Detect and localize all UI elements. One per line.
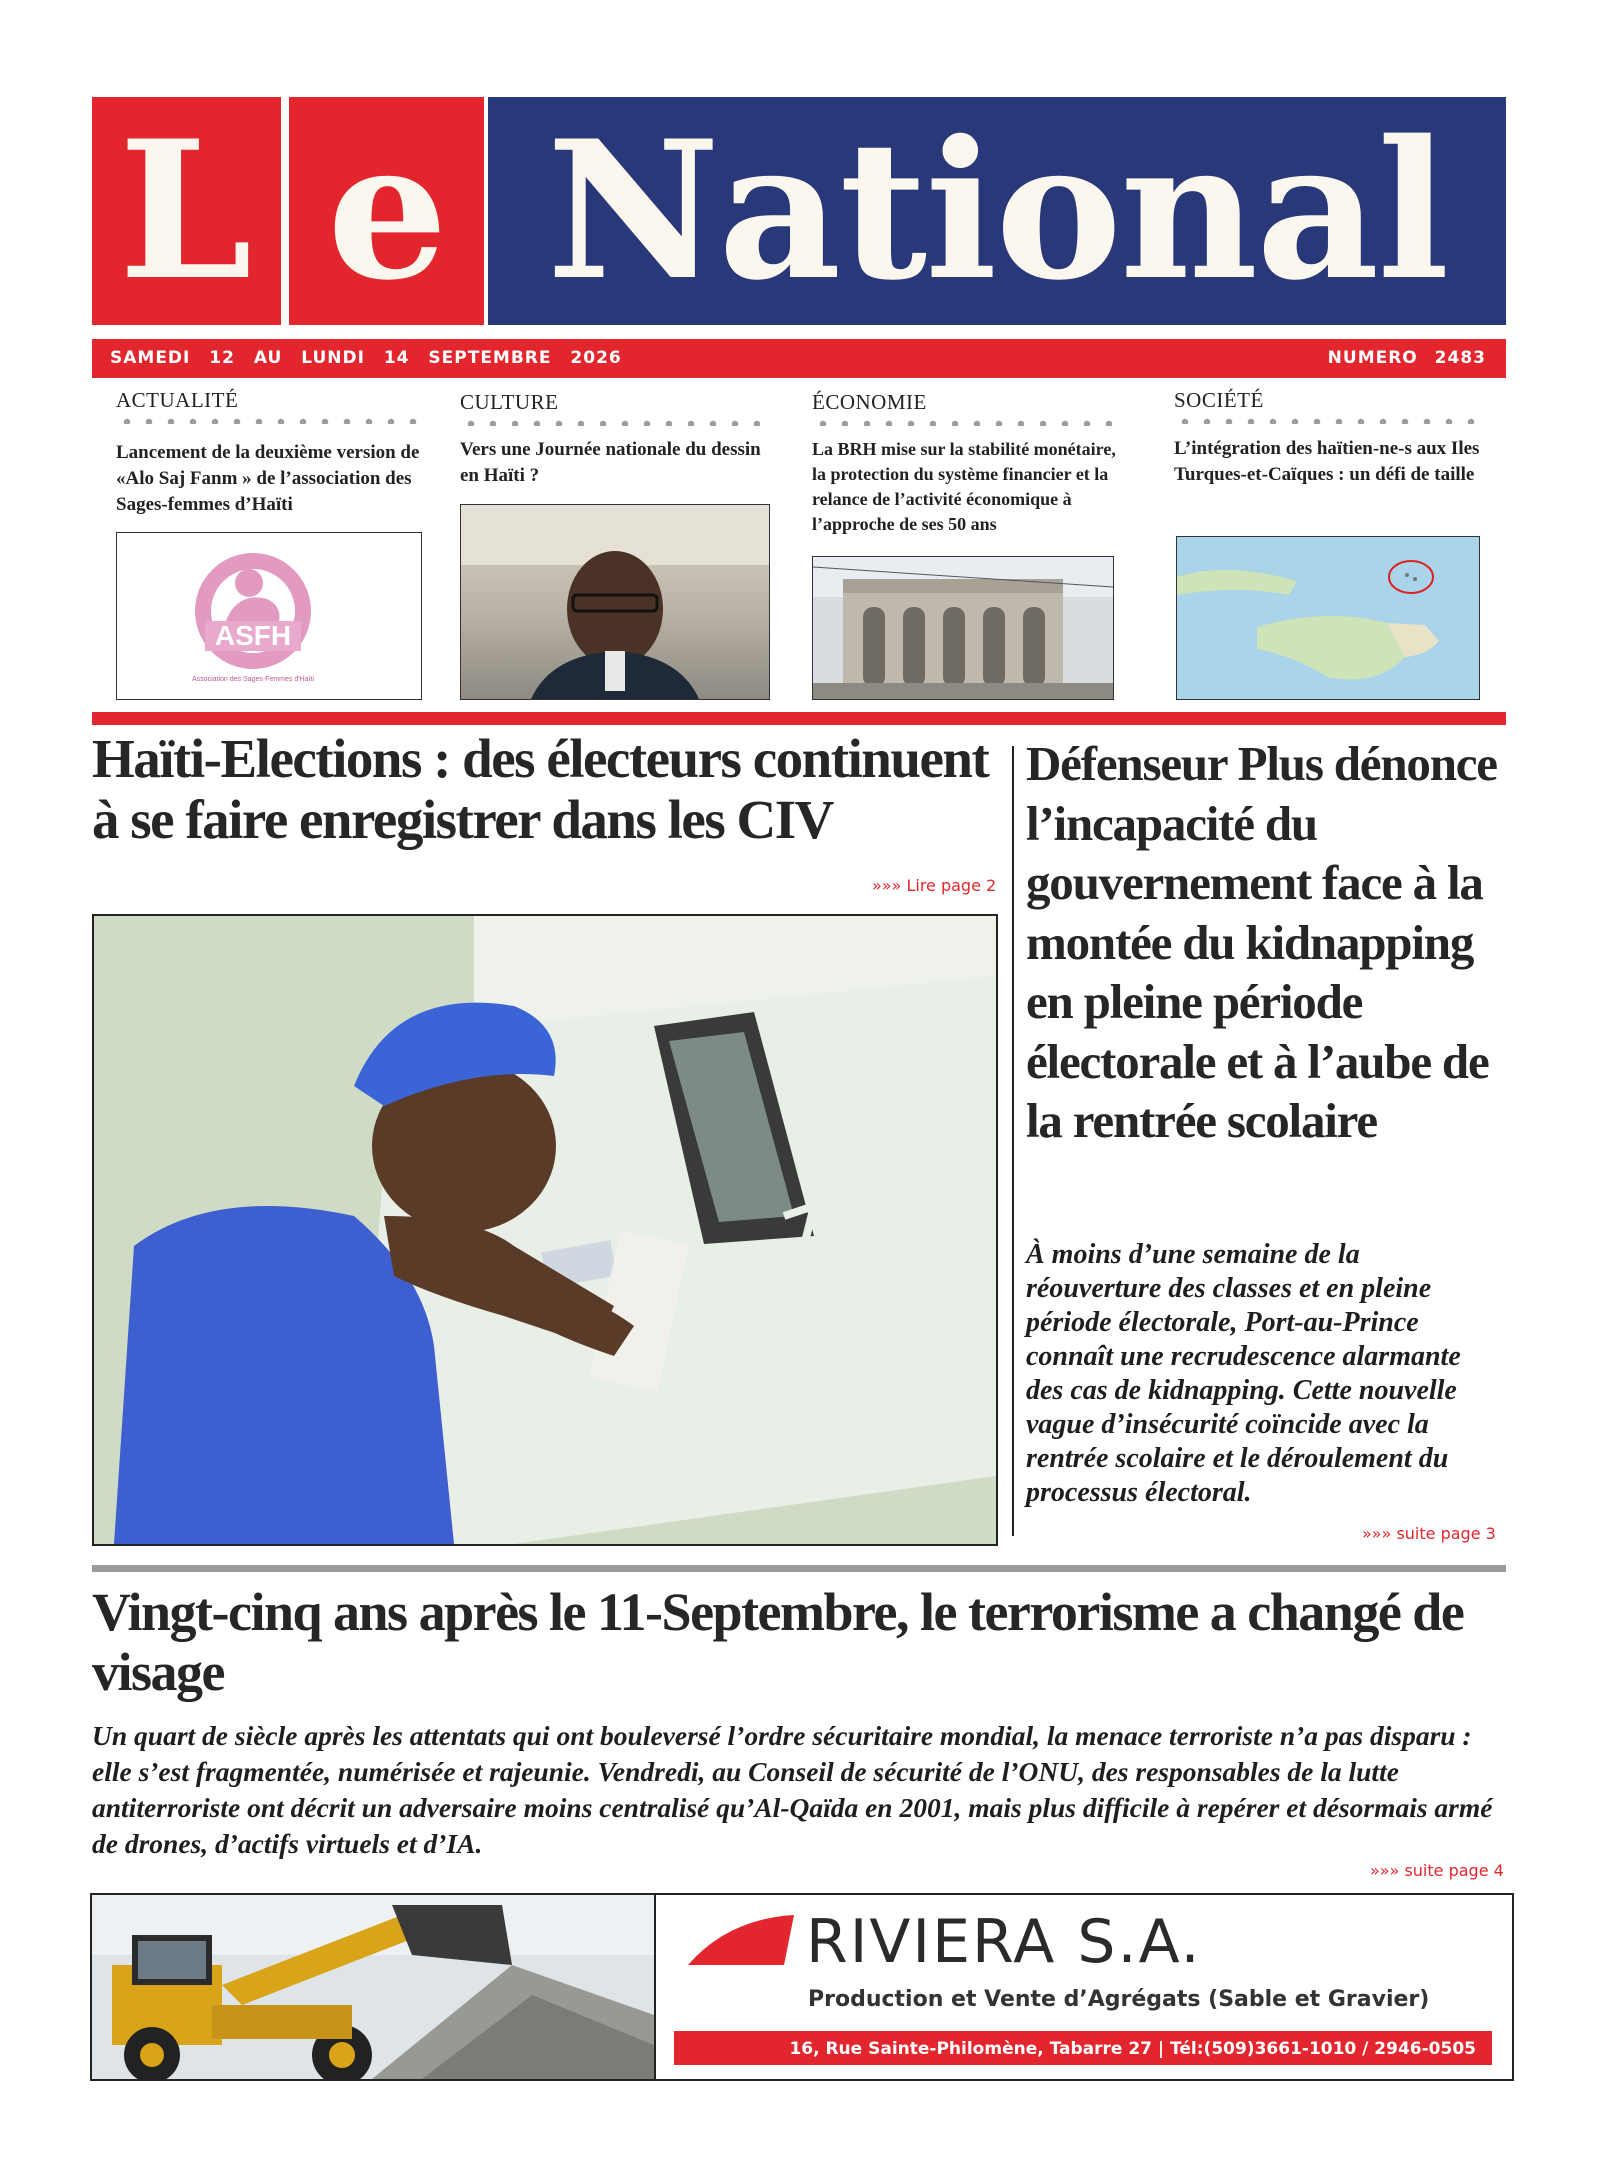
main-read-more-link[interactable]: »»» Lire page 2: [872, 876, 997, 895]
building-photo: [813, 557, 1113, 699]
section-title-societe[interactable]: SOCIÉTÉ: [1174, 388, 1264, 412]
masthead-letter-l: L: [118, 99, 253, 322]
dotted-rule: [116, 418, 426, 424]
riviera-logo-icon: [688, 1915, 798, 1967]
masthead-title: National: [546, 99, 1448, 322]
portrait-photo: [461, 505, 769, 699]
bottom-lede: Un quart de siècle après les attentats qui ont bouleversé l’ordre sécuritaire mondial, la menace terroriste n’a pas disparu : elle s’est fragmentée, numérisée et rajeunie. Vendredi, au Conseil de sécurité de l’ONU, des responsables de la lutte antiterroriste ont décrit un adversaire moins centralisé qu’Al-Qaïda en 2001, mais plus difficile à repérer et désormais armé de drones, d’actifs virtuels et d’IA.: [92, 1720, 1493, 1859]
side-headline[interactable]: Défenseur Plus dénonce l’incapacité du gouvernement face à la montée du kidnapping en pleine période électorale et à l’aube de la rentrée scolaire: [1026, 736, 1497, 1148]
dotted-rule: [1174, 418, 1484, 424]
dotted-rule: [812, 420, 1122, 426]
ad-contact-band: [674, 2031, 1492, 2065]
ad-loader-photo: [92, 1895, 654, 2079]
main-headline[interactable]: Haïti-Elections : des électeurs continuent à se faire enregistrer dans les CIV: [92, 728, 989, 850]
teaser-image-actualite[interactable]: [116, 532, 422, 700]
section-title-culture[interactable]: CULTURE: [460, 390, 559, 414]
main-photo[interactable]: [92, 914, 998, 1546]
bottom-read-more-link[interactable]: »»» suite page 4: [1370, 1861, 1504, 1880]
issue-number: NUMERO 2483: [1327, 348, 1486, 368]
teaser-culture[interactable]: Vers une Journée nationale du dessin en Haïti ?: [460, 439, 761, 486]
date-band: [92, 339, 1506, 378]
advertisement-riviera[interactable]: [90, 1893, 1514, 2081]
side-read-more-link[interactable]: »»» suite page 3: [1362, 1524, 1496, 1543]
ad-tagline: Production et Vente d’Agrégats (Sable et Gravier): [808, 1987, 1430, 2012]
column-rule: [1012, 746, 1014, 1536]
ad-divider: [654, 1895, 656, 2079]
voter-registration-photo: [94, 916, 996, 1544]
teaser-societe[interactable]: L’intégration des haïtien-ne-s aux Iles Turques-et-Caïques : un défi de taille: [1174, 438, 1480, 485]
section-divider-grey: [92, 1565, 1506, 1572]
section-divider: [92, 712, 1506, 725]
masthead-letter-e: e: [327, 99, 448, 322]
caribbean-map: [1177, 537, 1479, 699]
teaser-image-culture[interactable]: [460, 504, 770, 700]
side-lede: À moins d’une semaine de la réouverture des classes et en pleine période électorale, Port-au-Prince connaît une recrudescence alarmante des cas de kidnapping. Cette nouvelle vague d’insécurité coïncide avec la rentrée scolaire et le déroulement du processus électoral.: [1026, 1239, 1461, 1508]
teaser-image-societe[interactable]: [1176, 536, 1480, 700]
masthead-separator: [281, 97, 289, 325]
ad-company-name: RIVIERA S.A.: [806, 1907, 1202, 1977]
section-title-economie[interactable]: ÉCONOMIE: [812, 390, 927, 414]
teaser-image-economie[interactable]: [812, 556, 1114, 700]
teaser-economie[interactable]: La BRH mise sur la stabilité monétaire, la protection du système financier et la relance de l’activité économique à l’approche de ses 50 ans: [812, 439, 1116, 534]
asfh-logo-text: ASFH: [214, 620, 292, 651]
dotted-rule: [460, 420, 770, 426]
ad-contact: 16, Rue Sainte-Philomène, Tabarre 27 | Tél:(509)3661-1010 / 2946-0505: [789, 2039, 1476, 2059]
asfh-logo: [117, 533, 421, 699]
teaser-actualite[interactable]: Lancement de la deuxième version de «Alo Saj Fanm » de l’association des Sages-femmes d’Haïti: [116, 442, 420, 515]
asfh-logo-ring-text: Association des Sages-Femmes d'Haïti: [192, 676, 314, 683]
issue-date: SAMEDI 12 AU LUNDI 14 SEPTEMBRE 2026: [110, 348, 622, 368]
section-title-actualite[interactable]: ACTUALITÉ: [116, 388, 239, 412]
bottom-headline[interactable]: Vingt-cinq ans après le 11-Septembre, le terrorisme a changé de visage: [92, 1582, 1464, 1702]
